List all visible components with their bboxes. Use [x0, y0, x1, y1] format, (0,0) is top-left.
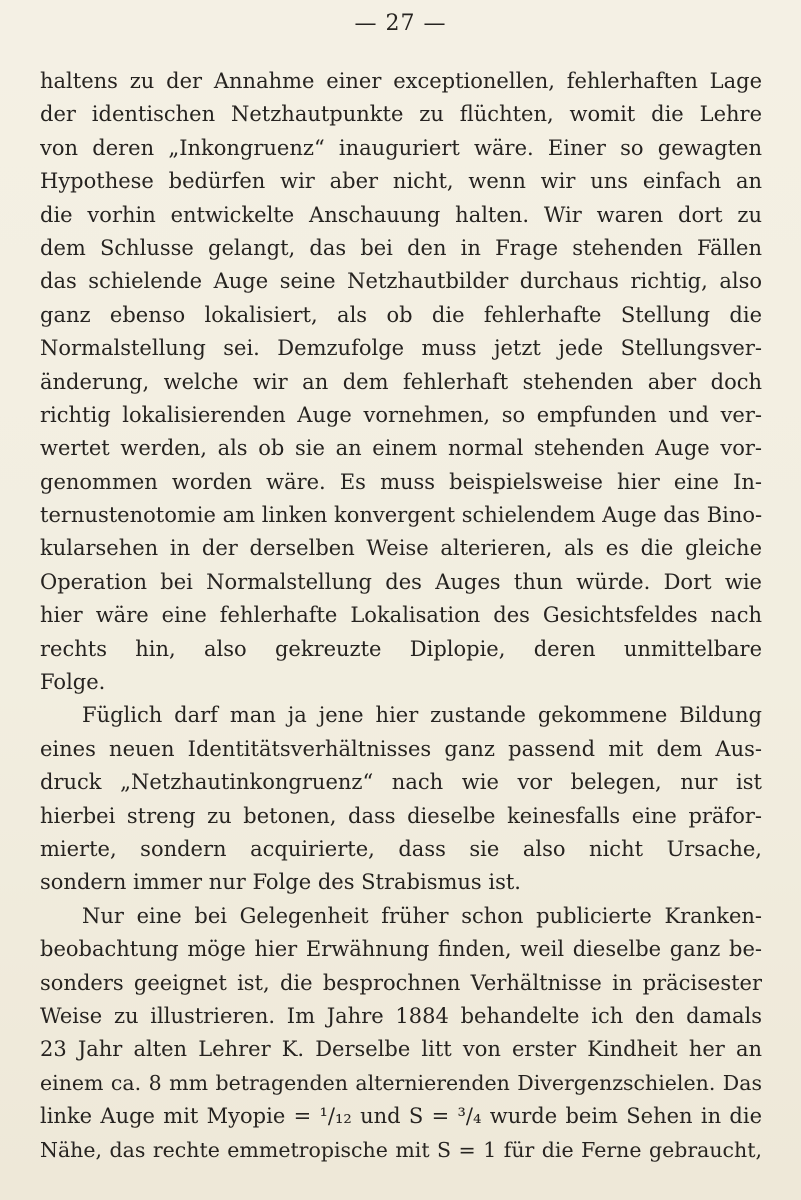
text-line: eines neuen Identitätsverhältnisses ganz passend mit dem Aus-: [40, 736, 762, 761]
text-line: 23 Jahr alten Lehrer K. Derselbe litt von erster Kindheit her an: [40, 1037, 762, 1062]
text-line: druck „Netzhautinkongruenz“ nach wie vor belegen, nur ist: [40, 770, 762, 795]
text-line: Nähe, das rechte emmetropische mit S = 1 für die Ferne gebraucht,: [40, 1137, 762, 1162]
text-line: Normalstellung sei. Demzufolge muss jetzt jede Stellungsver-: [40, 336, 762, 361]
text-line: mierte, sondern acquirierte, dass sie also nicht Ursache,: [40, 836, 762, 861]
text-line: sonders geeignet ist, die besprochnen Verhältnisse in präcisester: [40, 970, 762, 995]
text-line: Folge.: [40, 670, 106, 695]
text-line: Nur eine bei Gelegenheit früher schon publicierte Kranken-: [82, 903, 762, 928]
text-line: hierbei streng zu betonen, dass dieselbe keinesfalls eine präfor-: [40, 803, 762, 828]
text-line: Hypothese bedürfen wir aber nicht, wenn wir uns einfach an: [40, 169, 762, 194]
text-line: ganz ebenso lokalisiert, als ob die fehlerhafte Stellung die: [40, 302, 762, 327]
text-line: ternustenotomie am linken konvergent schielendem Auge das Bino-: [40, 503, 762, 528]
text-line: hier wäre eine fehlerhafte Lokalisation des Gesichtsfeldes nach: [40, 603, 762, 628]
text-line: beobachtung möge hier Erwähnung finden, weil dieselbe ganz be-: [40, 937, 762, 962]
text-line: einem ca. 8 mm betragenden alternierenden Divergenzschielen. Das: [40, 1070, 762, 1095]
page-number: — 27 —: [354, 11, 447, 36]
text-line: linke Auge mit Myopie = ¹/₁₂ und S = ³/₄ wurde beim Sehen in die: [40, 1104, 762, 1129]
text-line: richtig lokalisierenden Auge vornehmen, so empfunden und ver-: [40, 402, 762, 427]
body-text: [40, 65, 762, 1167]
text-line: kularsehen in der derselben Weise alterieren, als es die gleiche: [40, 536, 762, 561]
text-line: wertet werden, als ob sie an einem normal stehenden Auge vor-: [40, 436, 762, 461]
text-line: Weise zu illustrieren. Im Jahre 1884 behandelte ich den damals: [40, 1003, 762, 1028]
text-line: der identischen Netzhautpunkte zu flüchten, womit die Lehre: [40, 102, 762, 127]
text-line: die vorhin entwickelte Anschauung halten. Wir waren dort zu: [40, 202, 762, 227]
text-line: von deren „Inkongruenz“ inauguriert wäre. Einer so gewagten: [40, 135, 762, 160]
text-line: Füglich darf man ja jene hier zustande gekommene Bildung: [82, 703, 762, 728]
text-line: sondern immer nur Folge des Strabismus ist.: [40, 870, 521, 895]
text-line: haltens zu der Annahme einer exceptionellen, fehlerhaften Lage: [40, 69, 762, 93]
text-line: Operation bei Normalstellung des Auges thun würde. Dort wie: [40, 569, 762, 594]
text-line: das schielende Auge seine Netzhautbilder durchaus richtig, also: [40, 269, 762, 294]
text-line: dem Schlusse gelangt, das bei den in Frage stehenden Fällen: [40, 235, 762, 260]
text-line: rechts hin, also gekreuzte Diplopie, deren unmittelbare: [40, 636, 762, 661]
text-line: genommen worden wäre. Es muss beispielsweise hier eine In-: [40, 469, 762, 494]
text-line: änderung, welche wir an dem fehlerhaft stehenden aber doch: [40, 369, 762, 394]
